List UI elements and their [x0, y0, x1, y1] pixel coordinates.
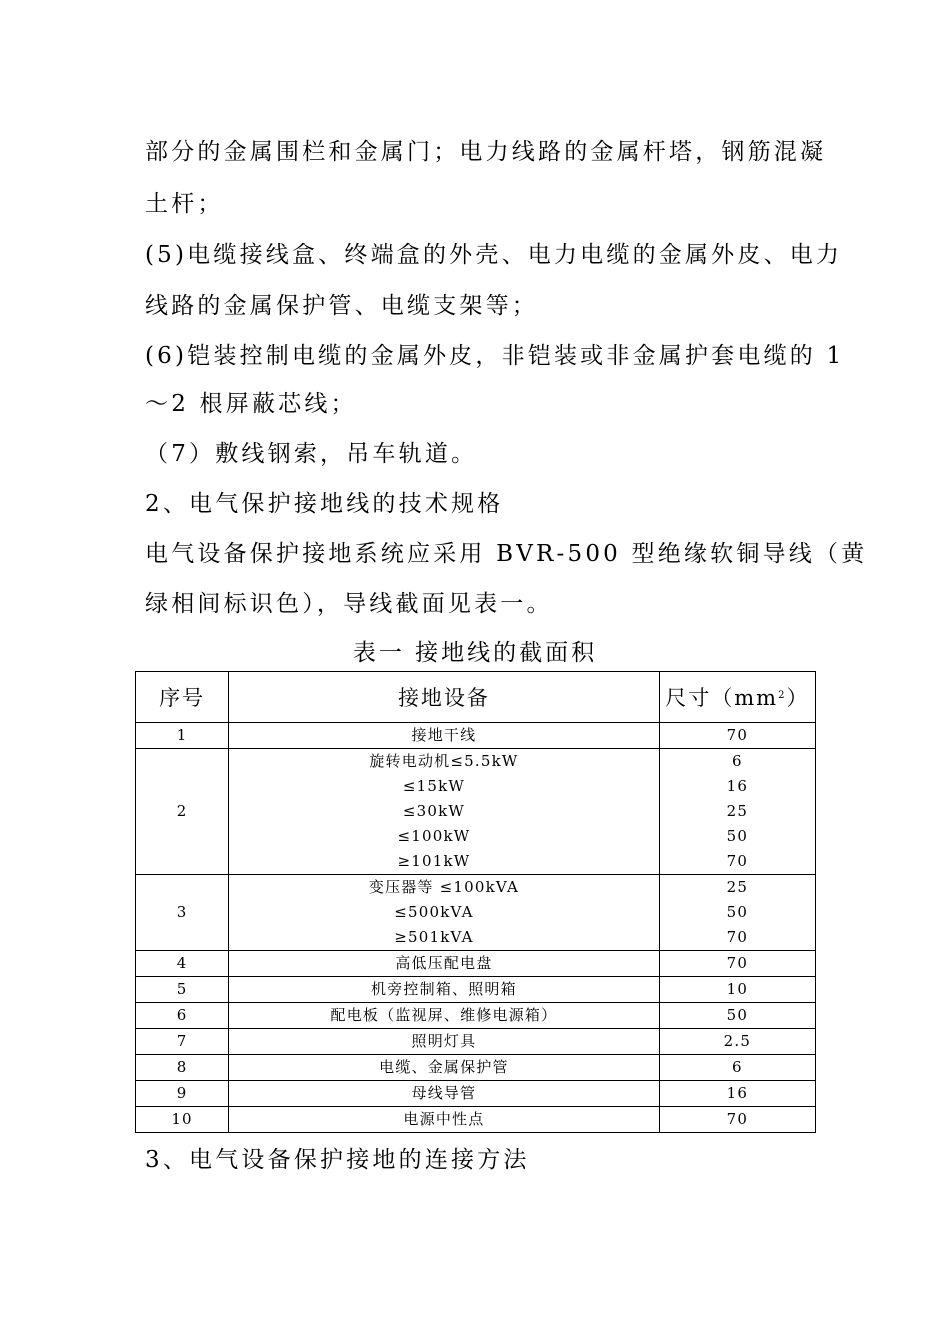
table-row	[136, 875, 816, 951]
cell-equipment	[229, 1081, 660, 1107]
cell-seq: 9	[136, 1081, 229, 1107]
table-body	[136, 723, 816, 1133]
cell-equipment	[229, 875, 660, 951]
cell-equipment	[229, 1029, 660, 1055]
paragraph-line: 电气设备保护接地系统应采用 BVR-500 型绝缘软铜导线（黄	[145, 541, 868, 567]
equipment-line: 机旁控制箱、照明箱	[371, 980, 517, 998]
header-size-label: 尺寸（mm	[665, 686, 779, 710]
equipment-line: ≤15kW	[402, 777, 466, 795]
equipment-line: ≥101kW	[397, 852, 471, 870]
header-size-superscript: 2	[778, 690, 787, 701]
equipment-line: 电缆、金属保护管	[379, 1058, 509, 1076]
section-heading: 3、电气设备保护接地的连接方法	[145, 1147, 530, 1173]
equipment-line: 接地干线	[411, 726, 477, 744]
cell-size	[659, 749, 815, 875]
equipment-line: 旋转电动机≤5.5kW	[369, 752, 519, 770]
cell-seq: 3	[136, 875, 229, 951]
table-row	[136, 977, 816, 1003]
cell-size	[659, 1029, 815, 1055]
size-line: 50	[726, 1006, 749, 1024]
header-equipment: 接地设备	[229, 672, 660, 723]
cell-size	[659, 1107, 815, 1133]
size-line: 70	[726, 928, 749, 946]
paragraph-line: 绿相间标识色），导线截面见表一。	[145, 591, 553, 617]
cell-seq: 4	[136, 951, 229, 977]
table-row	[136, 1029, 816, 1055]
paragraph-line: 土杆；	[145, 191, 224, 217]
cell-size	[659, 1003, 815, 1029]
paragraph-line: ～2 根屏蔽芯线；	[145, 391, 357, 417]
cell-seq: 6	[136, 1003, 229, 1029]
cell-size	[659, 1055, 815, 1081]
cell-size	[659, 977, 815, 1003]
cell-size	[659, 1081, 815, 1107]
size-line: 6	[732, 1058, 743, 1076]
cell-equipment	[229, 723, 660, 749]
cell-seq: 10	[136, 1107, 229, 1133]
table-row	[136, 1003, 816, 1029]
header-size	[659, 672, 815, 723]
cell-seq: 8	[136, 1055, 229, 1081]
table-row	[136, 951, 816, 977]
equipment-line: ≥501kVA	[394, 928, 474, 946]
table-row	[136, 1055, 816, 1081]
table-row	[136, 749, 816, 875]
table-header-row	[136, 672, 816, 723]
size-line: 2.5	[723, 1032, 752, 1050]
paragraph-line: （7）敷线钢索，吊车轨道。	[145, 441, 478, 467]
size-line: 25	[726, 802, 749, 820]
cell-seq: 1	[136, 723, 229, 749]
cell-size	[659, 875, 815, 951]
cell-seq: 7	[136, 1029, 229, 1055]
size-line: 70	[726, 1110, 749, 1128]
equipment-line: 电源中性点	[403, 1110, 485, 1128]
cell-equipment	[229, 1055, 660, 1081]
equipment-line: ≤100kW	[397, 827, 471, 845]
cell-equipment	[229, 977, 660, 1003]
table-row	[136, 1107, 816, 1133]
equipment-line: 高低压配电盘	[395, 954, 493, 972]
grounding-table	[135, 671, 816, 1133]
table-caption: 表一 接地线的截面积	[352, 640, 598, 666]
size-line: 50	[726, 827, 749, 845]
size-line: 25	[726, 878, 749, 896]
size-line: 50	[726, 903, 749, 921]
size-line: 70	[726, 954, 749, 972]
equipment-line: ≤500kVA	[394, 903, 474, 921]
header-seq: 序号	[136, 672, 229, 723]
size-line: 10	[726, 980, 749, 998]
paragraph-line: (6)铠装控制电缆的金属外皮，非铠装或非金属护套电缆的 1	[145, 343, 845, 369]
size-line: 16	[726, 777, 749, 795]
cell-equipment	[229, 951, 660, 977]
size-line: 6	[732, 752, 743, 770]
equipment-line: 配电板（监视屏、维修电源箱）	[330, 1006, 558, 1024]
cell-seq: 5	[136, 977, 229, 1003]
cell-equipment	[229, 1107, 660, 1133]
table-row	[136, 1081, 816, 1107]
cell-equipment	[229, 1003, 660, 1029]
cell-size	[659, 951, 815, 977]
cell-seq: 2	[136, 749, 229, 875]
equipment-line: 母线导管	[411, 1084, 477, 1102]
table-row	[136, 723, 816, 749]
paragraph-line: 线路的金属保护管、电缆支架等；	[145, 293, 538, 319]
equipment-line: 照明灯具	[411, 1032, 477, 1050]
size-line: 16	[726, 1084, 749, 1102]
paragraph-line: (5)电缆接线盒、终端盒的外壳、电力电缆的金属外皮、电力	[145, 242, 843, 268]
paragraph-line: 部分的金属围栏和金属门；电力线路的金属杆塔，钢筋混凝	[145, 139, 827, 165]
section-heading: 2、电气保护接地线的技术规格	[145, 491, 504, 517]
header-size-close: ）	[786, 686, 810, 710]
equipment-line: ≤30kW	[402, 802, 466, 820]
size-line: 70	[726, 852, 749, 870]
size-line: 70	[726, 726, 749, 744]
equipment-line: 变压器等 ≤100kVA	[368, 878, 519, 896]
cell-size	[659, 723, 815, 749]
cell-equipment	[229, 749, 660, 875]
